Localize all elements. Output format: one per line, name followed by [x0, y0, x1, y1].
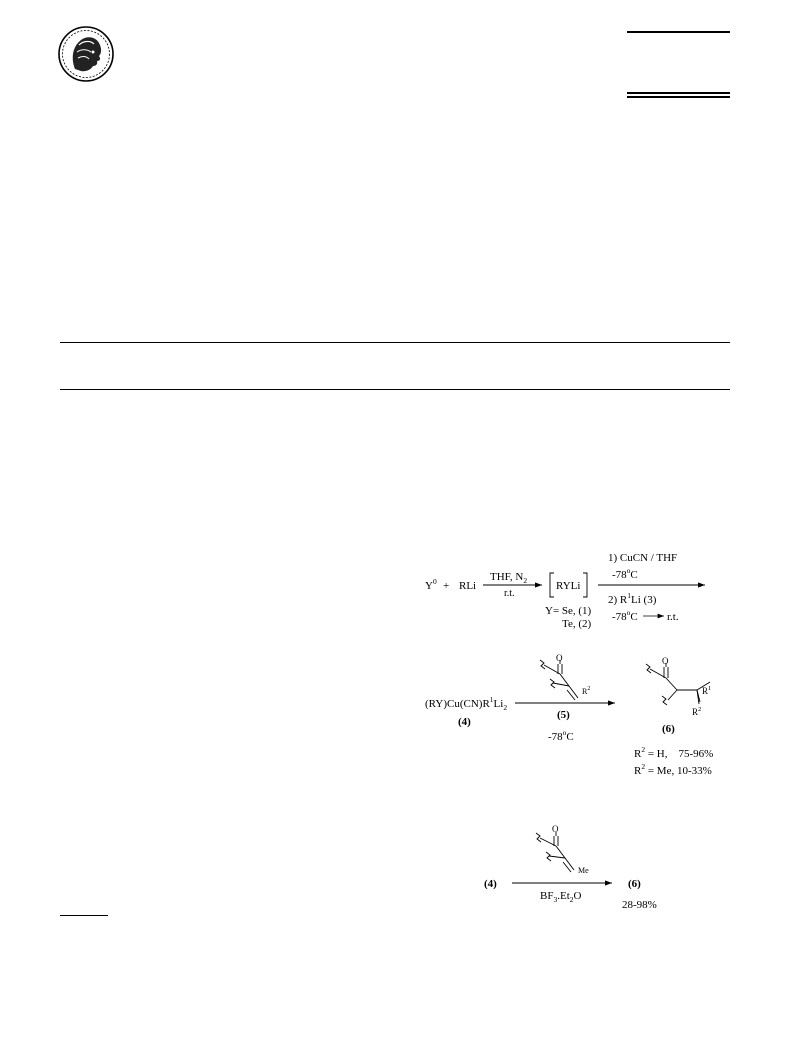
product-6-structure: [646, 663, 710, 705]
step1-conditions-below: r.t.: [504, 588, 515, 599]
label-y-se: Y= Se, (1): [545, 605, 592, 617]
product-number: (6): [662, 723, 675, 735]
step2-line2: -78$^o$C: [612, 566, 638, 581]
plus-sign: +: [443, 580, 450, 592]
enone-5-oxygen: O: [556, 653, 563, 663]
step2-line4: -78$^o$C: [612, 608, 638, 623]
product-6-r2: $R^2$: [692, 706, 702, 717]
enone-number: (5): [557, 709, 570, 721]
product-6-oxygen: O: [662, 656, 669, 666]
enone-5-r2: $R^2$: [582, 686, 591, 696]
step2-line3: 2) $R^1Li$ (3): [608, 591, 657, 606]
product-6-label: (6): [628, 878, 641, 890]
enone-me-structure: [536, 832, 574, 872]
scheme-1: [425, 552, 705, 630]
reagent-bf3: $BF_3.Et_2O$: [540, 890, 582, 904]
yield-line-2: $R^2 = Me$, 10-33%: [634, 762, 712, 777]
intermediate-ryli: RYLi: [556, 580, 581, 592]
product-6-r1: $R^1$: [702, 685, 712, 696]
reactant-y0: $Y^0$: [425, 577, 437, 592]
yield-scheme-3: 28-98%: [622, 899, 657, 911]
cuprate-number: (4): [458, 716, 471, 728]
enone-me-oxygen: O: [552, 824, 559, 834]
enone-5-structure: [540, 660, 578, 700]
temperature: -78$^o$C: [548, 728, 574, 743]
step1-conditions-above: THF, $N_2$: [490, 571, 528, 585]
scheme-2: [425, 653, 713, 777]
scheme-3: [484, 824, 657, 911]
yield-line-1: $R^2 = H$, 75-96%: [634, 745, 714, 760]
enone-me-methyl: Me: [578, 866, 589, 875]
label-te: Te, (2): [562, 618, 592, 630]
start-4: (4): [484, 878, 497, 890]
cuprate-4: $(RY)Cu(CN)R^1Li_2$: [425, 695, 508, 712]
reactant-rli: RLi: [459, 580, 477, 592]
step2-rt: r.t.: [667, 611, 679, 623]
step2-line1: 1) CuCN / THF: [608, 552, 678, 564]
